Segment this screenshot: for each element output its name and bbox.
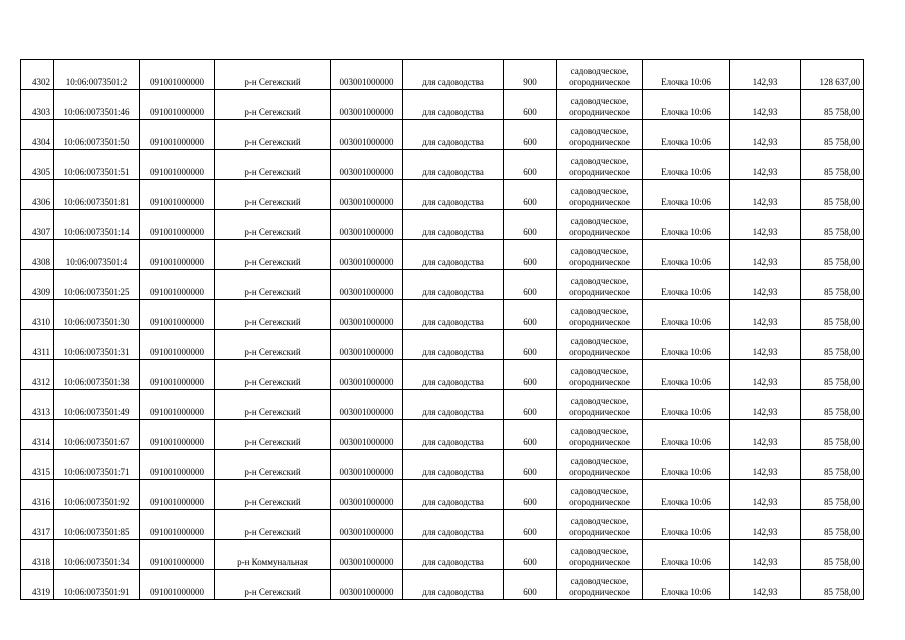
land-category-cell — [557, 180, 643, 210]
land-category-cell — [557, 450, 643, 480]
land-category-cell — [557, 570, 643, 600]
oktmo-code-cell: 003001000000 — [331, 240, 403, 270]
permitted-use-cell: для садоводства — [403, 570, 504, 600]
cadastral-value-cell: 85 758,00 — [801, 330, 864, 360]
cadastral-number-cell: 10:06:0073501:91 — [54, 570, 140, 600]
district-cell: р-н Сегежский — [215, 270, 331, 300]
land-category-line-2: огородническое — [569, 557, 630, 567]
area-cell: 600 — [504, 420, 557, 450]
oktmo-code-cell: 003001000000 — [331, 570, 403, 600]
land-category-line-2: огородническое — [569, 137, 630, 147]
cadastral-value-cell: 85 758,00 — [801, 150, 864, 180]
oktmo-code-cell: 003001000000 — [331, 390, 403, 420]
specific-value-cell: 142,93 — [730, 120, 801, 150]
row-number-cell: 4305 — [21, 150, 54, 180]
permitted-use-cell: для садоводства — [403, 270, 504, 300]
cadastral-value-cell: 85 758,00 — [801, 90, 864, 120]
land-category-line-2: огородническое — [569, 77, 630, 87]
cadastral-value-cell: 85 758,00 — [801, 180, 864, 210]
specific-value-cell: 142,93 — [730, 330, 801, 360]
land-category-line-1: садоводческое, — [570, 426, 629, 436]
row-number-cell: 4317 — [21, 510, 54, 540]
specific-value-cell: 142,93 — [730, 480, 801, 510]
permitted-use-cell: для садоводства — [403, 150, 504, 180]
cadastral-number-cell: 10:06:0073501:92 — [54, 480, 140, 510]
land-category-cell — [557, 420, 643, 450]
table-row — [21, 180, 864, 210]
land-category-line-2: огородническое — [569, 257, 630, 267]
cadastral-number-cell: 10:06:0073501:34 — [54, 540, 140, 570]
row-number-cell: 4318 — [21, 540, 54, 570]
land-category-line-1: садоводческое, — [570, 126, 629, 136]
district-cell: р-н Сегежский — [215, 120, 331, 150]
valuation-zone-cell: Елочка 10:06 — [643, 150, 730, 180]
row-number-cell: 4306 — [21, 180, 54, 210]
area-cell: 600 — [504, 360, 557, 390]
okato-code-cell: 091001000000 — [140, 210, 215, 240]
permitted-use-cell: для садоводства — [403, 300, 504, 330]
land-category-line-1: садоводческое, — [570, 186, 629, 196]
district-cell: р-н Сегежский — [215, 570, 331, 600]
land-category-cell — [557, 390, 643, 420]
land-category-line-2: огородническое — [569, 377, 630, 387]
land-category-cell — [557, 240, 643, 270]
valuation-zone-cell: Елочка 10:06 — [643, 510, 730, 540]
land-category-line-2: огородническое — [569, 167, 630, 177]
table-row — [21, 390, 864, 420]
land-category-line-2: огородническое — [569, 407, 630, 417]
district-cell: р-н Коммунальная — [215, 540, 331, 570]
cadastral-value-cell: 85 758,00 — [801, 480, 864, 510]
okato-code-cell: 091001000000 — [140, 150, 215, 180]
okato-code-cell: 091001000000 — [140, 270, 215, 300]
oktmo-code-cell: 003001000000 — [331, 510, 403, 540]
oktmo-code-cell: 003001000000 — [331, 540, 403, 570]
land-category-cell — [557, 60, 643, 90]
land-category-cell — [557, 360, 643, 390]
okato-code-cell: 091001000000 — [140, 300, 215, 330]
area-cell: 600 — [504, 180, 557, 210]
land-category-line-2: огородническое — [569, 197, 630, 207]
valuation-zone-cell: Елочка 10:06 — [643, 90, 730, 120]
specific-value-cell: 142,93 — [730, 270, 801, 300]
permitted-use-cell: для садоводства — [403, 210, 504, 240]
row-number-cell: 4314 — [21, 420, 54, 450]
land-category-cell — [557, 90, 643, 120]
valuation-zone-cell: Елочка 10:06 — [643, 570, 730, 600]
cadastral-number-cell: 10:06:0073501:81 — [54, 180, 140, 210]
land-category-line-2: огородническое — [569, 317, 630, 327]
land-category-line-1: садоводческое, — [570, 156, 629, 166]
valuation-zone-cell: Елочка 10:06 — [643, 420, 730, 450]
land-category-line-2: огородническое — [569, 287, 630, 297]
land-category-line-1: садоводческое, — [570, 396, 629, 406]
land-category-cell — [557, 150, 643, 180]
permitted-use-cell: для садоводства — [403, 180, 504, 210]
specific-value-cell: 142,93 — [730, 150, 801, 180]
permitted-use-cell: для садоводства — [403, 90, 504, 120]
cadastral-number-cell: 10:06:0073501:71 — [54, 450, 140, 480]
cadastral-number-cell: 10:06:0073501:14 — [54, 210, 140, 240]
table-row — [21, 120, 864, 150]
land-category-line-1: садоводческое, — [570, 336, 629, 346]
land-category-line-1: садоводческое, — [570, 366, 629, 376]
area-cell: 600 — [504, 390, 557, 420]
specific-value-cell: 142,93 — [730, 510, 801, 540]
cadastral-number-cell: 10:06:0073501:25 — [54, 270, 140, 300]
area-cell: 600 — [504, 330, 557, 360]
cadastral-value-cell: 85 758,00 — [801, 540, 864, 570]
land-category-line-1: садоводческое, — [570, 576, 629, 586]
table-row — [21, 570, 864, 600]
cadastral-value-cell: 128 637,00 — [801, 60, 864, 90]
area-cell: 600 — [504, 510, 557, 540]
row-number-cell: 4316 — [21, 480, 54, 510]
district-cell: р-н Сегежский — [215, 60, 331, 90]
okato-code-cell: 091001000000 — [140, 360, 215, 390]
oktmo-code-cell: 003001000000 — [331, 180, 403, 210]
district-cell: р-н Сегежский — [215, 300, 331, 330]
table-row — [21, 450, 864, 480]
okato-code-cell: 091001000000 — [140, 480, 215, 510]
cadastral-number-cell: 10:06:0073501:67 — [54, 420, 140, 450]
cadastral-value-cell: 85 758,00 — [801, 420, 864, 450]
table-row — [21, 330, 864, 360]
area-cell: 600 — [504, 150, 557, 180]
row-number-cell: 4311 — [21, 330, 54, 360]
area-cell: 600 — [504, 540, 557, 570]
land-category-cell — [557, 510, 643, 540]
okato-code-cell: 091001000000 — [140, 510, 215, 540]
row-number-cell: 4315 — [21, 450, 54, 480]
cadastral-number-cell: 10:06:0073501:38 — [54, 360, 140, 390]
district-cell: р-н Сегежский — [215, 420, 331, 450]
cadastral-value-cell: 85 758,00 — [801, 450, 864, 480]
permitted-use-cell: для садоводства — [403, 540, 504, 570]
land-parcels-table — [20, 59, 864, 600]
district-cell: р-н Сегежский — [215, 150, 331, 180]
oktmo-code-cell: 003001000000 — [331, 420, 403, 450]
land-category-line-1: садоводческое, — [570, 516, 629, 526]
oktmo-code-cell: 003001000000 — [331, 210, 403, 240]
area-cell: 900 — [504, 60, 557, 90]
okato-code-cell: 091001000000 — [140, 540, 215, 570]
permitted-use-cell: для садоводства — [403, 510, 504, 540]
oktmo-code-cell: 003001000000 — [331, 330, 403, 360]
district-cell: р-н Сегежский — [215, 210, 331, 240]
permitted-use-cell: для садоводства — [403, 360, 504, 390]
permitted-use-cell: для садоводства — [403, 60, 504, 90]
row-number-cell: 4302 — [21, 60, 54, 90]
area-cell: 600 — [504, 480, 557, 510]
district-cell: р-н Сегежский — [215, 90, 331, 120]
row-number-cell: 4313 — [21, 390, 54, 420]
land-category-cell — [557, 270, 643, 300]
okato-code-cell: 091001000000 — [140, 180, 215, 210]
specific-value-cell: 142,93 — [730, 390, 801, 420]
land-category-line-1: садоводческое, — [570, 216, 629, 226]
land-category-line-2: огородническое — [569, 497, 630, 507]
cadastral-number-cell: 10:06:0073501:4 — [54, 240, 140, 270]
area-cell: 600 — [504, 240, 557, 270]
area-cell: 600 — [504, 210, 557, 240]
okato-code-cell: 091001000000 — [140, 390, 215, 420]
specific-value-cell: 142,93 — [730, 450, 801, 480]
land-category-line-2: огородническое — [569, 467, 630, 477]
land-category-line-2: огородническое — [569, 347, 630, 357]
land-category-cell — [557, 480, 643, 510]
district-cell: р-н Сегежский — [215, 450, 331, 480]
land-category-line-1: садоводческое, — [570, 276, 629, 286]
cadastral-value-cell: 85 758,00 — [801, 210, 864, 240]
okato-code-cell: 091001000000 — [140, 420, 215, 450]
table-row — [21, 240, 864, 270]
row-number-cell: 4309 — [21, 270, 54, 300]
oktmo-code-cell: 003001000000 — [331, 360, 403, 390]
table-row — [21, 270, 864, 300]
land-category-cell — [557, 330, 643, 360]
valuation-zone-cell: Елочка 10:06 — [643, 240, 730, 270]
land-category-line-1: садоводческое, — [570, 246, 629, 256]
land-category-line-2: огородническое — [569, 227, 630, 237]
oktmo-code-cell: 003001000000 — [331, 300, 403, 330]
district-cell: р-н Сегежский — [215, 510, 331, 540]
cadastral-value-cell: 85 758,00 — [801, 270, 864, 300]
area-cell: 600 — [504, 570, 557, 600]
okato-code-cell: 091001000000 — [140, 570, 215, 600]
oktmo-code-cell: 003001000000 — [331, 120, 403, 150]
cadastral-number-cell: 10:06:0073501:2 — [54, 60, 140, 90]
specific-value-cell: 142,93 — [730, 210, 801, 240]
valuation-zone-cell: Елочка 10:06 — [643, 270, 730, 300]
specific-value-cell: 142,93 — [730, 300, 801, 330]
valuation-zone-cell: Елочка 10:06 — [643, 330, 730, 360]
table-row — [21, 210, 864, 240]
okato-code-cell: 091001000000 — [140, 240, 215, 270]
cadastral-number-cell: 10:06:0073501:31 — [54, 330, 140, 360]
land-category-line-2: огородническое — [569, 527, 630, 537]
valuation-zone-cell: Елочка 10:06 — [643, 540, 730, 570]
okato-code-cell: 091001000000 — [140, 330, 215, 360]
permitted-use-cell: для садоводства — [403, 240, 504, 270]
row-number-cell: 4304 — [21, 120, 54, 150]
land-category-cell — [557, 540, 643, 570]
row-number-cell: 4307 — [21, 210, 54, 240]
district-cell: р-н Сегежский — [215, 360, 331, 390]
land-category-line-1: садоводческое, — [570, 306, 629, 316]
permitted-use-cell: для садоводства — [403, 120, 504, 150]
row-number-cell: 4312 — [21, 360, 54, 390]
okato-code-cell: 091001000000 — [140, 450, 215, 480]
permitted-use-cell: для садоводства — [403, 390, 504, 420]
valuation-zone-cell: Елочка 10:06 — [643, 120, 730, 150]
table-row — [21, 540, 864, 570]
table-row — [21, 420, 864, 450]
okato-code-cell: 091001000000 — [140, 60, 215, 90]
permitted-use-cell: для садоводства — [403, 420, 504, 450]
area-cell: 600 — [504, 120, 557, 150]
area-cell: 600 — [504, 450, 557, 480]
district-cell: р-н Сегежский — [215, 480, 331, 510]
land-category-line-1: садоводческое, — [570, 66, 629, 76]
cadastral-value-cell: 85 758,00 — [801, 120, 864, 150]
table-row — [21, 300, 864, 330]
cadastral-number-cell: 10:06:0073501:30 — [54, 300, 140, 330]
valuation-zone-cell: Елочка 10:06 — [643, 300, 730, 330]
table-row — [21, 360, 864, 390]
land-category-cell — [557, 120, 643, 150]
cadastral-value-cell: 85 758,00 — [801, 510, 864, 540]
cadastral-value-cell: 85 758,00 — [801, 390, 864, 420]
specific-value-cell: 142,93 — [730, 90, 801, 120]
specific-value-cell: 142,93 — [730, 240, 801, 270]
valuation-zone-cell: Елочка 10:06 — [643, 180, 730, 210]
table-row — [21, 60, 864, 90]
cadastral-number-cell: 10:06:0073501:50 — [54, 120, 140, 150]
specific-value-cell: 142,93 — [730, 540, 801, 570]
row-number-cell: 4319 — [21, 570, 54, 600]
permitted-use-cell: для садоводства — [403, 330, 504, 360]
land-category-line-1: садоводческое, — [570, 486, 629, 496]
okato-code-cell: 091001000000 — [140, 120, 215, 150]
valuation-zone-cell: Елочка 10:06 — [643, 450, 730, 480]
okato-code-cell: 091001000000 — [140, 90, 215, 120]
oktmo-code-cell: 003001000000 — [331, 450, 403, 480]
specific-value-cell: 142,93 — [730, 60, 801, 90]
district-cell: р-н Сегежский — [215, 240, 331, 270]
specific-value-cell: 142,93 — [730, 180, 801, 210]
permitted-use-cell: для садоводства — [403, 450, 504, 480]
cadastral-number-cell: 10:06:0073501:85 — [54, 510, 140, 540]
valuation-zone-cell: Елочка 10:06 — [643, 60, 730, 90]
table-row — [21, 150, 864, 180]
district-cell: р-н Сегежский — [215, 390, 331, 420]
land-category-line-1: садоводческое, — [570, 546, 629, 556]
area-cell: 600 — [504, 90, 557, 120]
land-category-line-2: огородническое — [569, 437, 630, 447]
permitted-use-cell: для садоводства — [403, 480, 504, 510]
area-cell: 600 — [504, 270, 557, 300]
oktmo-code-cell: 003001000000 — [331, 60, 403, 90]
district-cell: р-н Сегежский — [215, 330, 331, 360]
table-row — [21, 510, 864, 540]
cadastral-number-cell: 10:06:0073501:46 — [54, 90, 140, 120]
valuation-zone-cell: Елочка 10:06 — [643, 480, 730, 510]
valuation-zone-cell: Елочка 10:06 — [643, 210, 730, 240]
specific-value-cell: 142,93 — [730, 570, 801, 600]
land-category-line-1: садоводческое, — [570, 456, 629, 466]
district-cell: р-н Сегежский — [215, 180, 331, 210]
row-number-cell: 4310 — [21, 300, 54, 330]
cadastral-value-cell: 85 758,00 — [801, 300, 864, 330]
land-category-line-1: садоводческое, — [570, 96, 629, 106]
oktmo-code-cell: 003001000000 — [331, 270, 403, 300]
land-category-line-2: огородническое — [569, 107, 630, 117]
land-category-cell — [557, 300, 643, 330]
oktmo-code-cell: 003001000000 — [331, 150, 403, 180]
cadastral-value-cell: 85 758,00 — [801, 570, 864, 600]
cadastral-value-cell: 85 758,00 — [801, 360, 864, 390]
specific-value-cell: 142,93 — [730, 360, 801, 390]
valuation-zone-cell: Елочка 10:06 — [643, 360, 730, 390]
cadastral-number-cell: 10:06:0073501:51 — [54, 150, 140, 180]
table-body — [21, 60, 864, 600]
table-row — [21, 480, 864, 510]
specific-value-cell: 142,93 — [730, 420, 801, 450]
land-category-line-2: огородническое — [569, 587, 630, 597]
cadastral-value-cell: 85 758,00 — [801, 240, 864, 270]
table-row — [21, 90, 864, 120]
oktmo-code-cell: 003001000000 — [331, 480, 403, 510]
valuation-zone-cell: Елочка 10:06 — [643, 390, 730, 420]
area-cell: 600 — [504, 300, 557, 330]
cadastral-number-cell: 10:06:0073501:49 — [54, 390, 140, 420]
land-category-cell — [557, 210, 643, 240]
row-number-cell: 4303 — [21, 90, 54, 120]
row-number-cell: 4308 — [21, 240, 54, 270]
oktmo-code-cell: 003001000000 — [331, 90, 403, 120]
